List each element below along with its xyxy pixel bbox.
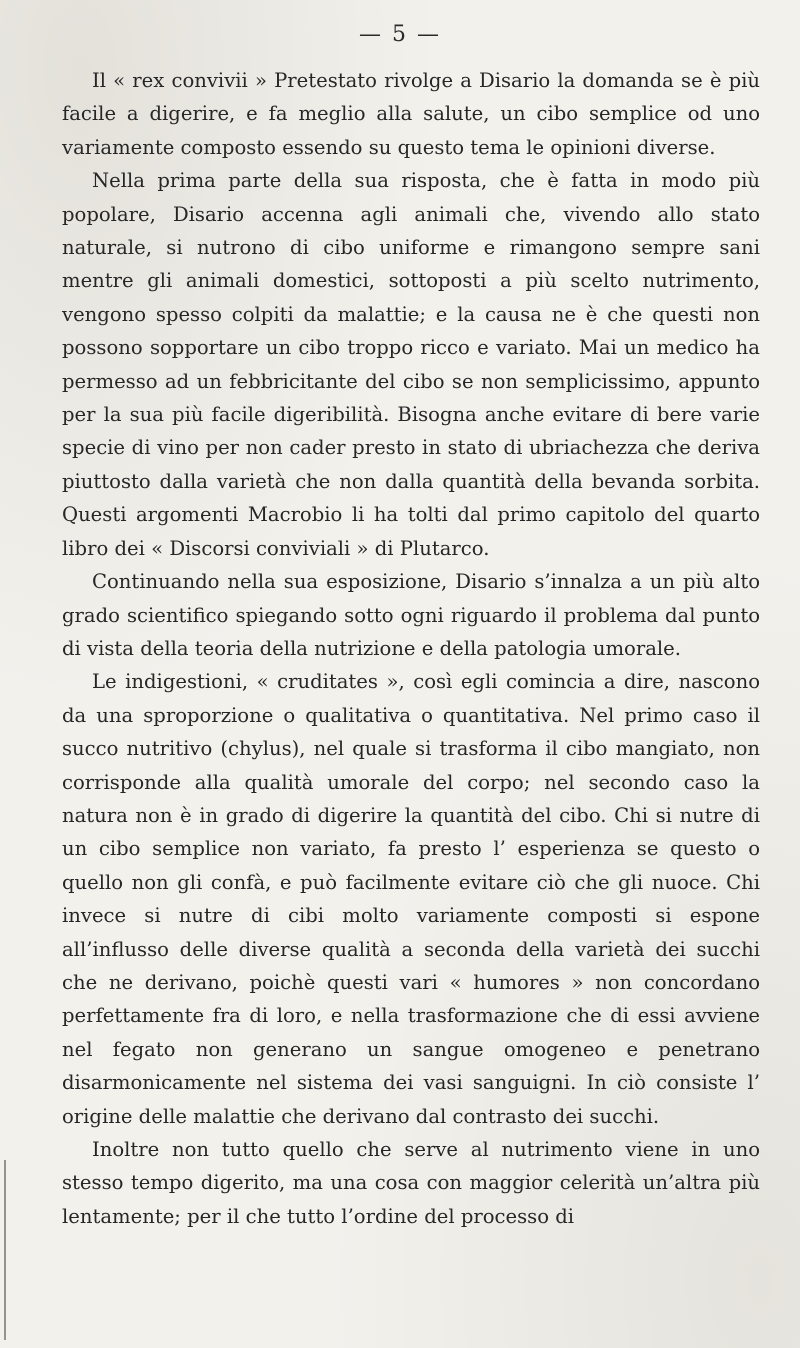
- paragraph: Nella prima parte della sua risposta, che è fatta in modo più popolare, Disario accenna agli animali che, vivendo allo stato naturale, si nutrono di cibo uniforme e rimangono sempre sani mentre gli animali domestici, sottoposti a più scelto nutrimento, vengono spesso colpiti da malattie; e la causa ne è che questi non possono sopportare un cibo troppo ricco e variato. Mai un medico ha permesso ad un febbricitante del cibo se non semplicissimo, appunto per la sua più facile digeribilità. Bisogna anche evitare di bere varie specie di vino per non cader presto in stato di ubriachezza che deriva piuttosto dalla varietà che non dalla quantità della bevanda sorbita. Questi argomenti Macrobio li ha tolti dal primo capitolo del quarto libro dei « Discorsi conviviali » di Plutarco.: [62, 169, 760, 560]
- page-number: — 5 —: [359, 22, 441, 47]
- paragraph: Inoltre non tutto quello che serve al nutrimento viene in uno stesso tempo digerito, ma una cosa con maggior celerità un’altra più lentamente; per il che tutto l’ordine del processo di: [62, 1138, 760, 1228]
- paragraph: Il « rex convivii » Pretestato rivolge a Disario la domanda se è più facile a digerire, e fa meglio alla salute, un cibo semplice od uno variamente composto essendo su questo tema le opinioni diverse.: [62, 69, 760, 159]
- paragraph: Continuando nella sua esposizione, Disario s’innalza a un più alto grado scientifico spiegando sotto ogni riguardo il problema dal punto di vista della teoria della nutrizione e della patologia umorale.: [62, 570, 760, 660]
- paragraph: Le indigestioni, « cruditates », così egli comincia a dire, nascono da una sproporzione o qualitativa o quantitativa. Nel primo caso il succo nutritivo (chylus), nel quale si trasforma il cibo mangiato, non corrisponde alla qualità umorale del corpo; nel secondo caso la natura non è in grado di digerire la quantità del cibo. Chi si nutre di un cibo semplice non variato, fa presto l’ esperienza se questo o quello non gli confà, e può facilmente evitare ciò che gli nuoce. Chi invece si nutre di cibi molto variamente composti si espone all’influsso delle diverse qualità a seconda della varietà dei succhi che ne derivano, poichè questi vari « humores » non concordano perfettamente fra di loro, e nella trasformazione che di essi avviene nel fegato non generano un sangue omogeneo e penetrano disarmonicamente nel sistema dei vasi sanguigni. In ciò consiste l’ origine delle malattie che derivano dal contrasto dei succhi.: [62, 670, 760, 1128]
- body-text: [62, 64, 760, 1233]
- page-edge-mark: [4, 1160, 6, 1340]
